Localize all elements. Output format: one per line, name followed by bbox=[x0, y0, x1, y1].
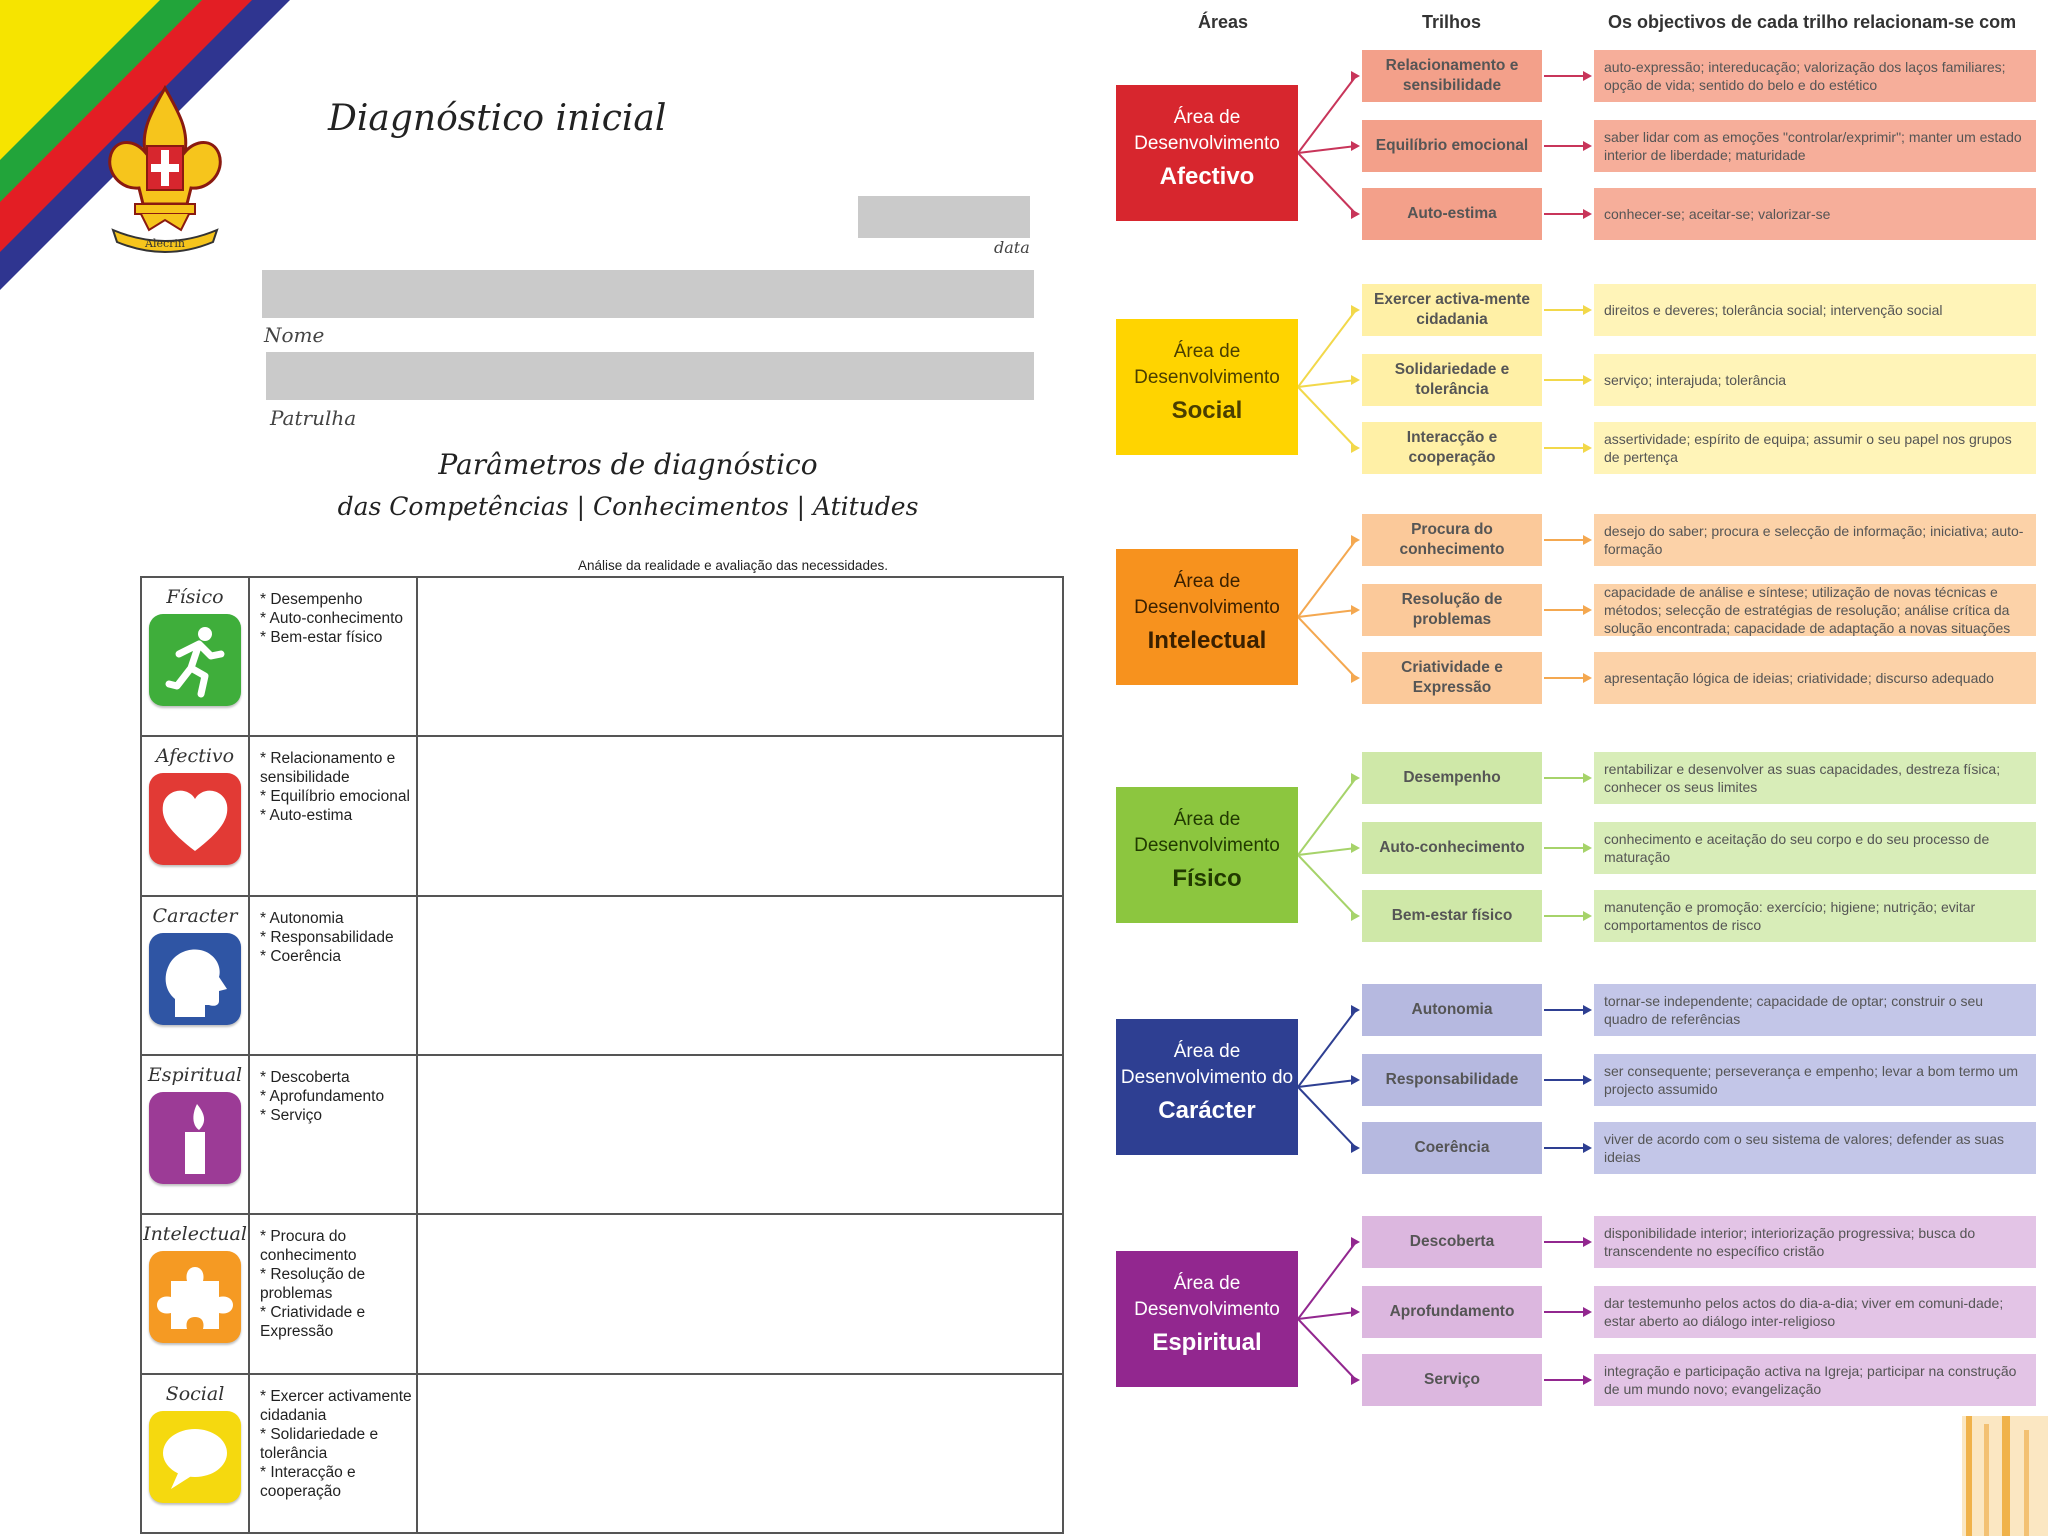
objective-box: ser consequente; perseverança e empenho; levar a bom termo um projecto assumido bbox=[1594, 1054, 2036, 1106]
arrow-head-icon bbox=[1351, 71, 1360, 81]
area-to-trail-connector bbox=[1298, 146, 1356, 153]
area-to-trail-connector bbox=[1298, 76, 1356, 153]
area-box-5 bbox=[1116, 1251, 1298, 1387]
area-box-prefix bbox=[1116, 787, 1298, 859]
area-name: Físico bbox=[166, 586, 224, 608]
trail-box: Equilíbrio emocional bbox=[1362, 120, 1542, 172]
area-to-trail-connector bbox=[1298, 153, 1356, 214]
area-box-prefix bbox=[1116, 319, 1298, 391]
list-item: * Interacção e cooperação bbox=[260, 1463, 412, 1501]
area-box-name: Intelectual bbox=[1147, 627, 1267, 654]
area-box-name: Afectivo bbox=[1159, 163, 1255, 190]
objective-box: apresentação lógica de ideias; criatividade; discurso adequado bbox=[1594, 652, 2036, 704]
trail-box: Coerência bbox=[1362, 1122, 1542, 1174]
trail-box: Criatividade e Expressão bbox=[1362, 652, 1542, 704]
area-box-prefix-line: Desenvolvimento do bbox=[1120, 1067, 1294, 1088]
objective-box: dar testemunho pelos actos do dia-a-dia; viver em comuni-dade; estar aberto ao diálogo inter-religioso bbox=[1594, 1286, 2036, 1338]
objective-box: conhecer-se; aceitar-se; valorizar-se bbox=[1594, 188, 2036, 240]
trail-box: Descoberta bbox=[1362, 1216, 1542, 1268]
arrow-head-icon bbox=[1351, 1375, 1360, 1385]
list-item: * Relacionamento e sensibilidade bbox=[260, 749, 412, 787]
list-item: * Exercer activamente cidadania bbox=[260, 1387, 412, 1425]
area-box-1 bbox=[1116, 319, 1298, 455]
list-item: * Responsabilidade bbox=[260, 928, 412, 947]
arrow-head-icon bbox=[1351, 209, 1360, 219]
area-to-trail-connector bbox=[1298, 855, 1356, 916]
objective-box: viver de acordo com o seu sistema de valores; defender as suas ideias bbox=[1594, 1122, 2036, 1174]
area-to-trail-connector bbox=[1298, 387, 1356, 448]
area-box-3 bbox=[1116, 787, 1298, 923]
area-box-prefix-line: Desenvolvimento bbox=[1134, 835, 1280, 856]
arrow-head-icon bbox=[1351, 535, 1360, 545]
arrow-head-icon bbox=[1351, 605, 1360, 615]
trail-box: Resolução de problemas bbox=[1362, 584, 1542, 636]
area-box-prefix bbox=[1116, 1251, 1298, 1323]
objective-box: conhecimento e aceitação do seu corpo e do seu processo de maturação bbox=[1594, 822, 2036, 874]
arrow-head-icon bbox=[1351, 673, 1360, 683]
trail-box: Aprofundamento bbox=[1362, 1286, 1542, 1338]
area-box-prefix-line: Área de bbox=[1173, 107, 1241, 128]
trail-box: Serviço bbox=[1362, 1354, 1542, 1406]
objective-box: assertividade; espírito de equipa; assumir o seu papel nos grupos de pertença bbox=[1594, 422, 2036, 474]
arrow-head-icon bbox=[1583, 71, 1592, 81]
list-item: * Equilíbrio emocional bbox=[260, 787, 412, 806]
area-name: Intelectual bbox=[143, 1223, 247, 1246]
objective-box: manutenção e promoção: exercício; higiene; nutrição; evitar comportamentos de risco bbox=[1594, 890, 2036, 942]
patrol-label: Patrulha bbox=[270, 406, 357, 430]
list-item: * Autonomia bbox=[260, 909, 412, 928]
area-to-trail-connector bbox=[1298, 617, 1356, 678]
objective-box: rentabilizar e desenvolver as suas capacidades, destreza física; conhecer os seus limites bbox=[1594, 752, 2036, 804]
arrow-head-icon bbox=[1583, 911, 1592, 921]
list-item: * Coerência bbox=[260, 947, 412, 966]
area-to-trail-connector bbox=[1298, 1312, 1356, 1319]
arrow-head-icon bbox=[1583, 209, 1592, 219]
area-box-2 bbox=[1116, 549, 1298, 685]
objective-box: integração e participação activa na Igreja; participar na construção de um mundo novo; evangelização bbox=[1594, 1354, 2036, 1406]
arrow-head-icon bbox=[1351, 1307, 1360, 1317]
arrow-head-icon bbox=[1351, 141, 1360, 151]
arrow-head-icon bbox=[1351, 911, 1360, 921]
area-to-trail-connector bbox=[1298, 1080, 1356, 1087]
trail-box: Exercer activa-mente cidadania bbox=[1362, 284, 1542, 336]
area-box-name: Social bbox=[1171, 397, 1243, 424]
area-box-name: Carácter bbox=[1158, 1097, 1256, 1124]
list-item: * Aprofundamento bbox=[260, 1087, 412, 1106]
trail-box: Autonomia bbox=[1362, 984, 1542, 1036]
trail-box: Solidariedade e tolerância bbox=[1362, 354, 1542, 406]
arrow-head-icon bbox=[1351, 375, 1360, 385]
analysis-caption: Análise da realidade e avaliação das necessidades. bbox=[578, 558, 888, 573]
header-areas: Áreas bbox=[1198, 12, 1249, 32]
form-title: Diagnóstico inicial bbox=[328, 98, 667, 139]
bottom-right-decoration bbox=[1962, 1416, 2048, 1536]
arrow-head-icon bbox=[1351, 443, 1360, 453]
list-item: * Bem-estar físico bbox=[260, 628, 412, 647]
params-title: Parâmetros de diagnóstico bbox=[438, 448, 818, 481]
area-to-trail-connector bbox=[1298, 848, 1356, 855]
arrow-head-icon bbox=[1351, 843, 1360, 853]
area-box-prefix-line: Área de bbox=[1173, 571, 1241, 592]
area-box-prefix-line: Área de bbox=[1173, 809, 1241, 830]
area-box-prefix-line: Área de bbox=[1173, 341, 1241, 362]
trail-box: Interacção e cooperação bbox=[1362, 422, 1542, 474]
area-box-name: Espiritual bbox=[1152, 1329, 1262, 1356]
list-item: * Criatividade e Expressão bbox=[260, 1303, 412, 1341]
arrow-head-icon bbox=[1583, 443, 1592, 453]
area-box-prefix-line: Área de bbox=[1173, 1273, 1241, 1294]
area-to-trail-connector bbox=[1298, 380, 1356, 387]
objective-box: desejo do saber; procura e selecção de informação; iniciativa; auto-formação bbox=[1594, 514, 2036, 566]
emblem-ribbon-text: Alecrin bbox=[145, 237, 185, 250]
list-item: * Desempenho bbox=[260, 590, 412, 609]
area-to-trail-connector bbox=[1298, 1087, 1356, 1148]
arrow-head-icon bbox=[1351, 773, 1360, 783]
arrow-head-icon bbox=[1351, 1075, 1360, 1085]
arrow-head-icon bbox=[1583, 843, 1592, 853]
objective-box: capacidade de análise e síntese; utilização de novas técnicas e métodos; selecção de estratégias de resolução; análise crítica da solução encontrada; capacidade de adaptação a novas situações bbox=[1594, 584, 2036, 636]
area-to-trail-connector bbox=[1298, 310, 1356, 387]
area-name: Espiritual bbox=[147, 1063, 243, 1086]
area-box-prefix bbox=[1116, 1019, 1298, 1091]
list-item: * Procura do conhecimento bbox=[260, 1227, 412, 1265]
params-subtitle: das Competências | Conhecimentos | Atitudes bbox=[337, 492, 919, 521]
area-box-4 bbox=[1116, 1019, 1298, 1155]
area-box-prefix-line: Desenvolvimento bbox=[1134, 1299, 1280, 1320]
area-box-prefix-line: Desenvolvimento bbox=[1134, 597, 1280, 618]
area-name: Caracter bbox=[152, 904, 238, 927]
arrow-head-icon bbox=[1583, 1375, 1592, 1385]
trail-box: Bem-estar físico bbox=[1362, 890, 1542, 942]
arrow-head-icon bbox=[1583, 673, 1592, 683]
arrow-head-icon bbox=[1583, 375, 1592, 385]
header-objectives: Os objectivos de cada trilho relacionam-se com bbox=[1608, 12, 2017, 32]
trail-box: Auto-estima bbox=[1362, 188, 1542, 240]
area-box-0 bbox=[1116, 85, 1298, 221]
trail-box: Auto-conhecimento bbox=[1362, 822, 1542, 874]
arrow-head-icon bbox=[1583, 1237, 1592, 1247]
arrow-head-icon bbox=[1583, 535, 1592, 545]
arrow-head-icon bbox=[1583, 1005, 1592, 1015]
arrow-head-icon bbox=[1351, 1143, 1360, 1153]
list-item: * Auto-estima bbox=[260, 806, 412, 825]
arrow-head-icon bbox=[1583, 605, 1592, 615]
arrow-head-icon bbox=[1351, 305, 1360, 315]
area-box-prefix-line: Área de bbox=[1173, 1041, 1241, 1062]
list-item: * Resolução de problemas bbox=[260, 1265, 412, 1303]
area-box-prefix-line: Desenvolvimento bbox=[1134, 367, 1280, 388]
arrow-head-icon bbox=[1583, 1307, 1592, 1317]
objective-box: tornar-se independente; capacidade de optar; construir o seu quadro de referências bbox=[1594, 984, 2036, 1036]
objective-box: auto-expressão; intereducação; valorização dos laços familiares; opção de vida; sentido do belo e do estético bbox=[1594, 50, 2036, 102]
arrow-head-icon bbox=[1583, 141, 1592, 151]
arrow-head-icon bbox=[1583, 1075, 1592, 1085]
area-box-name: Físico bbox=[1172, 865, 1242, 892]
arrow-head-icon bbox=[1351, 1237, 1360, 1247]
area-box-prefix bbox=[1116, 549, 1298, 621]
trail-box: Responsabilidade bbox=[1362, 1054, 1542, 1106]
list-item: * Auto-conhecimento bbox=[260, 609, 412, 628]
header-trails: Trilhos bbox=[1422, 12, 1482, 32]
area-to-trail-connector bbox=[1298, 1242, 1356, 1319]
area-to-trail-connector bbox=[1298, 610, 1356, 617]
trail-box: Desempenho bbox=[1362, 752, 1542, 804]
list-item: * Solidariedade e tolerância bbox=[260, 1425, 412, 1463]
trail-box: Procura do conhecimento bbox=[1362, 514, 1542, 566]
area-to-trail-connector bbox=[1298, 540, 1356, 617]
area-name: Social bbox=[165, 1382, 225, 1405]
date-label: data bbox=[994, 238, 1030, 257]
area-to-trail-connector bbox=[1298, 778, 1356, 855]
trail-box: Relacionamento e sensibilidade bbox=[1362, 50, 1542, 102]
objective-box: saber lidar com as emoções "controlar/exprimir"; manter um estado interior de liberdade; maturidade bbox=[1594, 120, 2036, 172]
objective-box: serviço; interajuda; tolerância bbox=[1594, 354, 2036, 406]
area-box-prefix-line: Desenvolvimento bbox=[1134, 133, 1280, 154]
arrow-head-icon bbox=[1583, 305, 1592, 315]
name-label: Nome bbox=[264, 323, 325, 347]
area-box-prefix bbox=[1116, 85, 1298, 157]
list-item: * Serviço bbox=[260, 1106, 412, 1125]
arrow-head-icon bbox=[1583, 1143, 1592, 1153]
area-name: Afectivo bbox=[155, 745, 235, 768]
objective-box: disponibilidade interior; interiorização progressiva; busca do transcendente no específico cristão bbox=[1594, 1216, 2036, 1268]
area-to-trail-connector bbox=[1298, 1319, 1356, 1380]
arrow-head-icon bbox=[1351, 1005, 1360, 1015]
objective-box: direitos e deveres; tolerância social; intervenção social bbox=[1594, 284, 2036, 336]
arrow-head-icon bbox=[1583, 773, 1592, 783]
list-item: * Descoberta bbox=[260, 1068, 412, 1087]
area-to-trail-connector bbox=[1298, 1010, 1356, 1087]
